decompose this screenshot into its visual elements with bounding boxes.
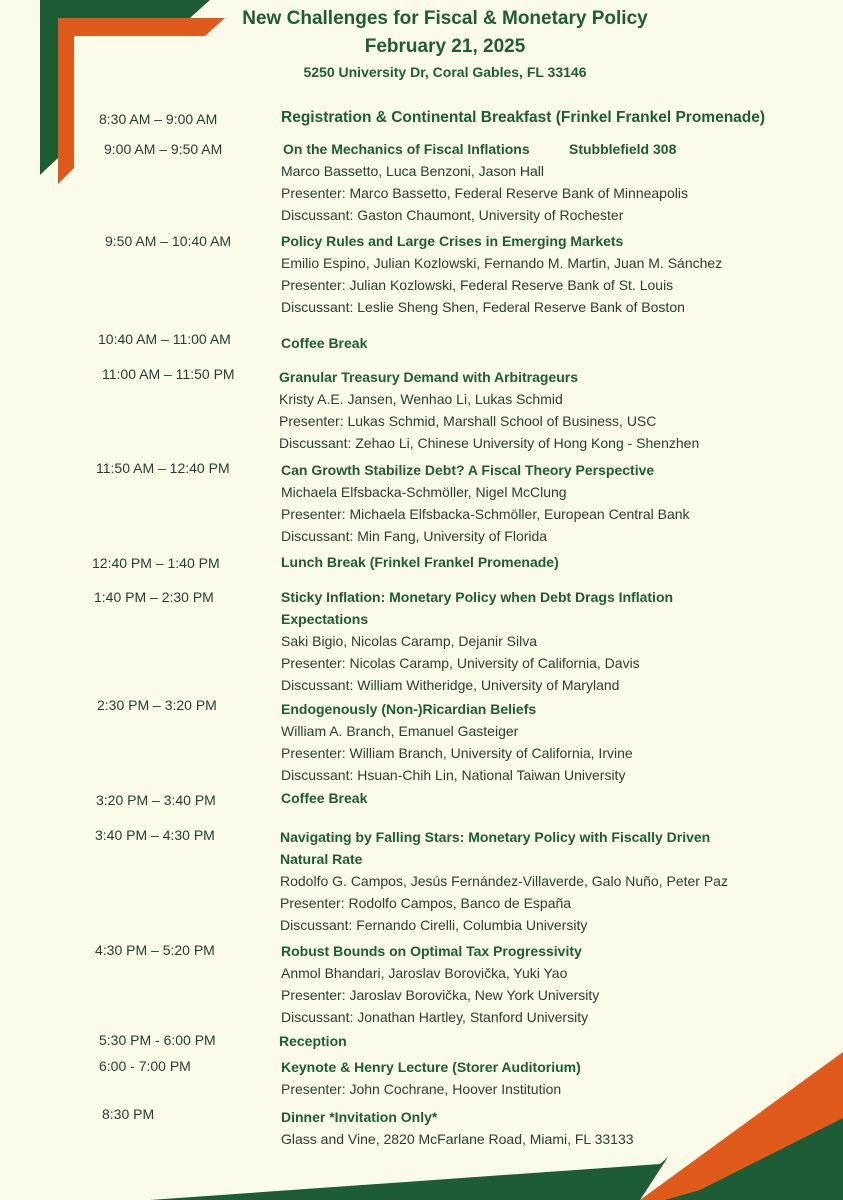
schedule-item xyxy=(281,459,801,547)
schedule-item xyxy=(281,787,801,809)
session-title: Coffee Break xyxy=(281,335,368,351)
session-discussant: Discussant: Zehao Li, Chinese University of Hong Kong - Shenzhen xyxy=(279,435,700,451)
time-slot: 2:30 PM – 3:20 PM xyxy=(97,697,217,713)
schedule-item xyxy=(279,366,799,454)
session-presenter: Presenter: Julian Kozlowski, Federal Reserve Bank of St. Louis xyxy=(281,277,674,293)
time-slot: 8:30 PM xyxy=(102,1106,155,1122)
schedule-item xyxy=(281,107,801,129)
session-title: Coffee Break xyxy=(281,790,368,806)
session-presenter: Presenter: Lukas Schmid, Marshall School of Business, USC xyxy=(279,413,657,429)
session-title-cont: Natural Rate xyxy=(280,851,363,867)
schedule-item xyxy=(281,230,801,318)
session-presenter: Presenter: Marco Bassetto, Federal Reserve Bank of Minneapolis xyxy=(281,185,688,201)
session-authors: William A. Branch, Emanuel Gasteiger xyxy=(281,723,519,739)
schedule-item xyxy=(281,1106,801,1150)
time-slot: 9:50 AM – 10:40 AM xyxy=(105,233,232,249)
session-authors: Michaela Elfsbacka-Schmöller, Nigel McClung xyxy=(281,484,567,500)
session-authors: Emilio Espino, Julian Kozlowski, Fernando M. Martin, Juan M. Sánchez xyxy=(281,255,723,271)
time-slot: 5:30 PM - 6:00 PM xyxy=(99,1032,216,1048)
time-slot: 8:30 AM – 9:00 AM xyxy=(99,111,218,127)
session-title-cont: Expectations xyxy=(281,611,369,627)
session-presenter: Presenter: Jaroslav Borovička, New York University xyxy=(281,987,600,1003)
session-room: Stubblefield 308 xyxy=(569,141,677,157)
session-authors: Kristy A.E. Jansen, Wenhao Li, Lukas Schmid xyxy=(279,391,563,407)
session-title: Policy Rules and Large Crises in Emerging Markets xyxy=(281,233,624,249)
session-title: Reception xyxy=(279,1033,347,1049)
schedule-item xyxy=(281,332,801,354)
time-slot: 3:20 PM – 3:40 PM xyxy=(96,792,216,808)
time-slot: 1:40 PM – 2:30 PM xyxy=(94,589,214,605)
session-title: Navigating by Falling Stars: Monetary Policy with Fiscally Driven xyxy=(280,829,711,845)
schedule-item xyxy=(281,138,801,226)
event-address: 5250 University Dr, Coral Gables, FL 33146 xyxy=(303,64,587,80)
schedule-item xyxy=(279,1030,799,1052)
event-date: February 21, 2025 xyxy=(364,36,526,57)
session-discussant: Discussant: Leslie Sheng Shen, Federal Reserve Bank of Boston xyxy=(281,299,685,315)
session-title: Lunch Break (Frinkel Frankel Promenade) xyxy=(281,554,559,570)
time-slot: 10:40 AM – 11:00 AM xyxy=(98,331,231,347)
time-slot: 11:50 AM – 12:40 PM xyxy=(96,460,230,476)
session-authors: Marco Bassetto, Luca Benzoni, Jason Hall xyxy=(281,163,545,179)
time-slot: 3:40 PM – 4:30 PM xyxy=(95,827,215,843)
session-title: Sticky Inflation: Monetary Policy when Debt Drags Inflation xyxy=(281,589,674,605)
session-presenter: Presenter: John Cochrane, Hoover Institution xyxy=(281,1081,562,1097)
session-title: Keynote & Henry Lecture (Storer Auditorium) xyxy=(281,1059,581,1075)
session-authors: Saki Bigio, Nicolas Caramp, Dejanir Silva xyxy=(281,633,537,649)
session-discussant: Discussant: Hsuan-Chih Lin, National Taiwan University xyxy=(281,767,626,783)
time-slot: 11:00 AM – 11:50 PM xyxy=(102,366,235,382)
session-discussant: Discussant: Fernando Cirelli, Columbia University xyxy=(280,917,588,933)
session-presenter: Presenter: Nicolas Caramp, University of California, Davis xyxy=(281,655,640,671)
schedule-item xyxy=(281,586,801,696)
schedule-item xyxy=(281,551,801,573)
schedule-item xyxy=(280,826,800,936)
session-title: Registration & Continental Breakfast (Frinkel Frankel Promenade) xyxy=(281,109,766,126)
event-title: New Challenges for Fiscal & Monetary Policy xyxy=(242,8,648,29)
session-title: Endogenously (Non-)Ricardian Beliefs xyxy=(281,701,537,717)
schedule-item xyxy=(281,698,801,786)
session-discussant: Discussant: Jonathan Hartley, Stanford University xyxy=(281,1009,589,1025)
time-slot: 9:00 AM – 9:50 AM xyxy=(104,141,223,157)
session-discussant: Discussant: Min Fang, University of Florida xyxy=(281,528,548,544)
time-slot: 4:30 PM – 5:20 PM xyxy=(95,942,215,958)
session-discussant: Discussant: William Witheridge, University of Maryland xyxy=(281,677,620,693)
session-authors: Rodolfo G. Campos, Jesús Fernández-Villaverde, Galo Nuño, Peter Paz xyxy=(280,873,728,889)
schedule-item xyxy=(281,1056,801,1100)
session-title: On the Mechanics of Fiscal Inflations xyxy=(283,141,530,157)
session-title: Dinner *Invitation Only* xyxy=(281,1109,438,1125)
bottom-green-strip xyxy=(150,1157,668,1200)
session-presenter: Presenter: William Branch, University of California, Irvine xyxy=(281,745,633,761)
session-venue: Glass and Vine, 2820 McFarlane Road, Miami, FL 33133 xyxy=(281,1131,634,1147)
session-title: Granular Treasury Demand with Arbitrageurs xyxy=(279,369,579,385)
session-discussant: Discussant: Gaston Chaumont, University of Rochester xyxy=(281,207,624,223)
session-authors: Anmol Bhandari, Jaroslav Borovička, Yuki Yao xyxy=(281,965,568,981)
time-slot: 6:00 - 7:00 PM xyxy=(99,1058,191,1074)
session-presenter: Presenter: Michaela Elfsbacka-Schmöller, European Central Bank xyxy=(281,506,690,522)
time-slot: 12:40 PM – 1:40 PM xyxy=(92,555,220,571)
session-title: Can Growth Stabilize Debt? A Fiscal Theory Perspective xyxy=(281,462,655,478)
session-presenter: Presenter: Rodolfo Campos, Banco de España xyxy=(280,895,572,911)
schedule-item xyxy=(281,940,801,1028)
session-title: Robust Bounds on Optimal Tax Progressivity xyxy=(281,943,582,959)
